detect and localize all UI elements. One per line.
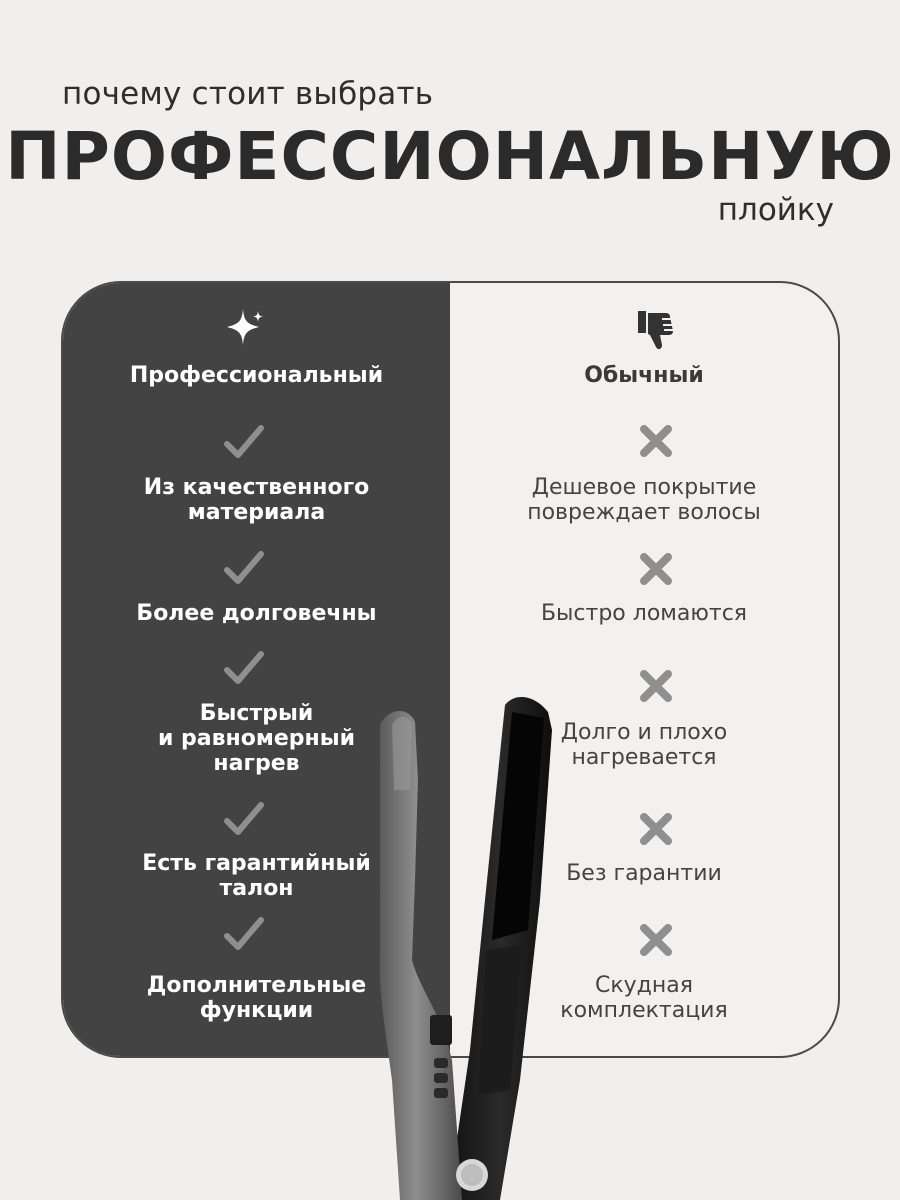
cross-icon	[639, 669, 673, 703]
ordinary-item-5: Скудная комплектация	[560, 973, 728, 1023]
professional-item-4: Есть гарантийный талон	[142, 851, 371, 901]
page-title: ПРОФЕССИОНАЛЬНУЮ	[5, 118, 895, 195]
thumbs-down-icon	[636, 307, 678, 353]
ordinary-item-4: Без гарантии	[566, 861, 722, 886]
professional-item-5: Дополнительные функции	[146, 973, 367, 1023]
cross-icon	[639, 923, 673, 957]
cross-icon	[639, 424, 673, 458]
professional-item-3: Быстрый и равномерный нагрев	[157, 701, 356, 776]
ordinary-title: Обычный	[584, 363, 704, 388]
professional-item-2: Более долговечны	[136, 601, 377, 626]
professional-title: Профессиональный	[129, 363, 384, 388]
hair-straightener-image	[365, 690, 565, 1200]
ordinary-item-2: Быстро ломаются	[540, 601, 748, 626]
professional-item-1: Из качественного материала	[143, 475, 370, 525]
ordinary-item-1: Дешевое покрытие повреждает волосы	[527, 475, 761, 525]
sparkle-icon	[223, 305, 267, 349]
check-icon	[223, 800, 265, 838]
check-icon	[223, 549, 265, 587]
cross-icon	[639, 812, 673, 846]
check-icon	[223, 423, 265, 461]
check-icon	[223, 649, 265, 687]
header-title-end: плойку	[717, 192, 834, 228]
header-subtitle: почему стоит выбрать	[62, 76, 434, 112]
ordinary-item-3: Долго и плохо нагревается	[560, 720, 728, 770]
cross-icon	[639, 552, 673, 586]
check-icon	[223, 915, 265, 953]
